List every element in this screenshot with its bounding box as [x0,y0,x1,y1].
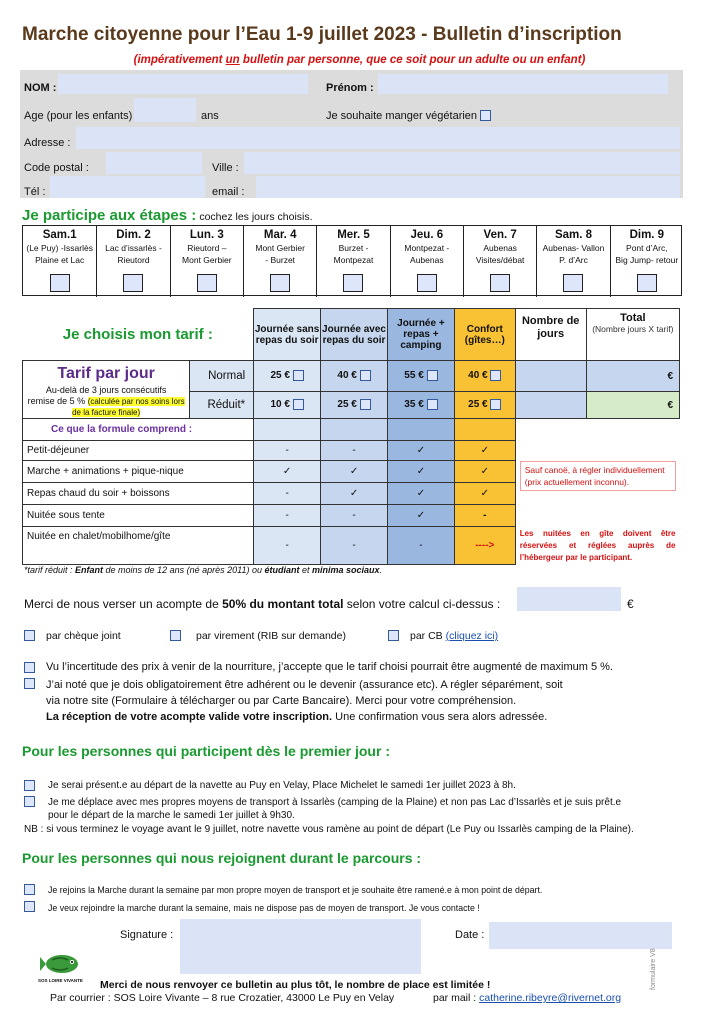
etape-day [23,226,96,297]
acompte-text: Merci de nous verser un acompte de 50% du montant total selon votre calcul ci-dessus : [24,597,501,611]
etape-day-label: Ven. 7 [483,229,517,241]
logo-text: SOS LOIRE VIVANTE [38,978,83,983]
etape-day [390,226,463,297]
tarif-par-jour-cell: Tarif par jour Au-delà de 3 jours consécutifs remise de 5 % (calculée par nos soins lors de la facture finale) [23,361,190,419]
etape-checkbox[interactable] [123,274,143,292]
propres-moyens-checkbox[interactable] [24,796,35,807]
etape-route: Lac d’issarlès - Rieutord [105,243,162,265]
prenom-field[interactable] [378,74,668,94]
nb-text: NB : si vous terminez le voyage avant le 9 juillet, notre navette vous ramène au point de départ (Le Puy ou Issarlès camping de la Plaine). [24,824,634,835]
etape-day [243,226,316,297]
etape-day [170,226,243,297]
table-row: Petit-déjeuner - - ✓ ✓ [23,441,680,461]
table-row: Nuitée sous tente - - ✓ - [23,505,680,527]
reduit-price-avec-repas[interactable]: 25 € [321,392,388,419]
tarif-heading: Je choisis mon tarif : [23,309,254,361]
etape-route: Rieutord – Mont Gerbier [182,243,232,265]
adhesion-text: J’ai noté que je dois obligatoirement être adhérent ou le devenir (assurance etc). A régler séparément, soit via notre site (Formulaire à télécharger ou par Carte Bancaire). Merci pour votre compréhension. La réception de votre acompte valide votre inscription. Une confirmation vous sera alors adressée. [46,679,563,723]
col-header-sans-repas: Journée sans repas du soir [254,309,321,361]
col-header-camping: Journée + repas + camping [387,309,454,361]
cb-label: par CB (cliquez ici) [410,630,499,642]
propres-moyens-text: Je me déplace avec mes propres moyens de transport à Issarlès (camping de la Plaine) et non pas Lac d’Issarlès et je suis prêt.e pour le départ de la marche le samedi 1er juillet à 9h30. [48,797,622,821]
adresse-field[interactable] [76,127,680,149]
col-header-avec-repas: Journée avec repas du soir [321,309,388,361]
form-title: Marche citoyenne pour l’Eau 1-9 juillet 2023 - Bulletin d’inscription [22,24,622,45]
col-header-nombre: Nombre de jours [515,309,586,361]
navette-text: Je serai présent.e au départ de la navette au Puy en Velay, Place Michelet le samedi 1er juillet 2023 à 8h. [48,780,516,791]
virement-checkbox[interactable] [170,630,181,641]
cheque-checkbox[interactable] [24,630,35,641]
etape-route: Aubenas Visites/débat [475,243,525,265]
adhesion-checkbox[interactable] [24,678,35,689]
tarif-footnote: *tarif réduit : Enfant de moins de 12 ans (né après 2011) ou étudiant et minima sociaux. [24,565,383,575]
acompte-euro: € [627,597,634,611]
age-label: Age (pour les enfants) [24,110,133,122]
augmentation-text: Vu l’incertitude des prix à venir de la nourriture, j’accepte que le tarif choisi pourrait être augmenté de maximum 5 %. [46,661,613,673]
sos-loire-vivante-logo [40,952,82,978]
rejoindre-ramene-checkbox[interactable] [24,884,35,895]
code-postal-label: Code postal : [24,162,89,174]
email-label: email : [212,186,245,198]
ans-label: ans [201,110,219,122]
etape-day [316,226,389,297]
normal-nombre-field[interactable] [515,361,586,392]
etape-day-label: Lun. 3 [189,229,224,241]
mail-line: par mail : catherine.ribeyre@rivernet.org [433,992,622,1004]
adresse-label: Adresse : [24,137,71,149]
gite-note: Les nuitées en gîte doivent être réservées et réglées auprès de l’hébergeur par le participant. [519,528,676,562]
rejoindre-contact-text: Je veux rejoindre la marche durant la semaine, mais ne dispose pas de moyen de transport. Je vous contacte ! [48,903,480,913]
normal-price-avec-repas[interactable]: 40 € [321,361,388,392]
tarif-table [22,308,680,565]
etape-checkbox[interactable] [343,274,363,292]
etape-day [536,226,609,297]
premier-jour-heading: Pour les personnes qui participent dès le premier jour : [22,743,390,759]
etape-checkbox[interactable] [270,274,290,292]
etape-day-label: Jeu. 6 [410,229,444,241]
etapes-grid [22,225,682,296]
canoe-note: Sauf canoë, à régler individuellement (prix actuellement inconnu). [520,461,676,491]
etape-route: Aubenas- Vallon P. d’Arc [542,243,605,265]
code-postal-field[interactable] [106,152,202,174]
etape-route: (Le Puy) -Issarlès Plaine et Lac [26,243,93,265]
etape-checkbox[interactable] [197,274,217,292]
etape-route: Pont d’Arc, Big Jump- retour [615,243,679,265]
etape-checkbox[interactable] [50,274,70,292]
etape-day-label: Sam. 8 [554,229,593,241]
reduit-price-sans-repas[interactable]: 10 € [254,392,321,419]
merci-text: Merci de nous renvoyer ce bulletin au plus tôt, le nombre de place est limitée ! [100,979,491,991]
acompte-field[interactable] [517,587,621,611]
date-label: Date : [455,929,485,941]
etape-checkbox[interactable] [563,274,583,292]
version-label: formulaire V8 [650,948,657,990]
normal-label: Normal [190,361,254,392]
etape-day-label: Dim. 9 [629,229,665,241]
etape-route: Montpezat - Aubenas [404,243,450,265]
cb-link[interactable]: (cliquez ici) [445,630,499,642]
reduit-total-field[interactable]: € [586,392,679,419]
form-subtitle: (impérativement un bulletin par personne, que ce soit pour un adulte ou un enfant) [133,54,586,66]
col-header-total: Total (Nombre jours X tarif) [586,309,679,361]
prenom-label: Prénom : [326,82,374,94]
rejoindre-ramene-text: Je rejoins la Marche durant la semaine par mon propre moyen de transport et je souhaite être ramené.e à mon point de départ. [48,885,543,895]
ville-field[interactable] [244,152,680,174]
etape-day-label: Sam.1 [42,229,77,241]
cheque-label: par chèque joint [46,630,121,642]
etape-day [463,226,536,297]
etape-day-label: Mer. 5 [337,229,370,241]
parcours-heading: Pour les personnes qui nous rejoignent durant le parcours : [22,850,422,866]
email-field[interactable] [256,176,680,198]
ville-label: Ville : [212,162,239,174]
normal-total-field[interactable]: € [586,361,679,392]
vegetarian-label: Je souhaite manger végétarien [326,110,478,122]
augmentation-checkbox[interactable] [24,662,35,673]
age-field[interactable] [134,98,196,122]
rejoindre-contact-checkbox[interactable] [24,901,35,912]
tel-field[interactable] [50,176,205,198]
vegetarian-checkbox[interactable] [480,110,491,121]
reduit-price-confort[interactable]: 25 € [454,392,515,419]
reduit-nombre-field[interactable] [515,392,586,419]
nom-label: NOM : [24,82,57,94]
tel-label: Tél : [24,186,46,198]
navette-checkbox[interactable] [24,780,35,791]
etape-checkbox[interactable] [637,274,657,292]
cb-checkbox[interactable] [388,630,399,641]
formule-heading: Ce que la formule comprend : [23,419,254,441]
signature-field[interactable] [180,919,421,974]
signature-label: Signature : [120,929,174,941]
table-row: Marche + animations + pique-nique ✓ ✓ ✓ ✓ Sauf canoë, à régler individuellement (prix actuellement inconnu). [23,461,680,483]
etapes-heading: Je participe aux étapes : cochez les jours choisis. [22,207,313,224]
nom-field[interactable] [58,74,308,94]
etape-day [610,226,683,297]
etape-route: Mont Gerbier - Burzet [255,243,305,265]
mail-link[interactable]: catherine.ribeyre@rivernet.org [479,992,622,1004]
etape-checkbox[interactable] [490,274,510,292]
etape-checkbox[interactable] [417,274,437,292]
etape-day-label: Mar. 4 [263,229,297,241]
normal-price-sans-repas[interactable]: 25 € [254,361,321,392]
reduit-label: Réduit* [190,392,254,419]
virement-label: par virement (RIB sur demande) [196,630,346,642]
etape-route: Burzet - Montpezat [333,243,374,265]
col-header-confort: Confort (gîtes…) [454,309,515,361]
courrier-text: Par courrier : SOS Loire Vivante – 8 rue Crozatier, 43000 Le Puy en Velay [50,992,395,1004]
normal-price-camping[interactable]: 55 € [387,361,454,392]
etape-day-label: Dim. 2 [116,229,151,241]
etape-day [96,226,169,297]
table-row: Nuitée en chalet/mobilhome/gîte - - - ----> Les nuitées en gîte doivent être réservées et réglées auprès de l’hébergeur par le participant. [23,527,680,565]
table-row: Repas chaud du soir + boissons - ✓ ✓ ✓ [23,483,680,505]
reduit-price-camping[interactable]: 35 € [387,392,454,419]
normal-price-confort[interactable]: 40 € [454,361,515,392]
date-field[interactable] [489,922,672,949]
